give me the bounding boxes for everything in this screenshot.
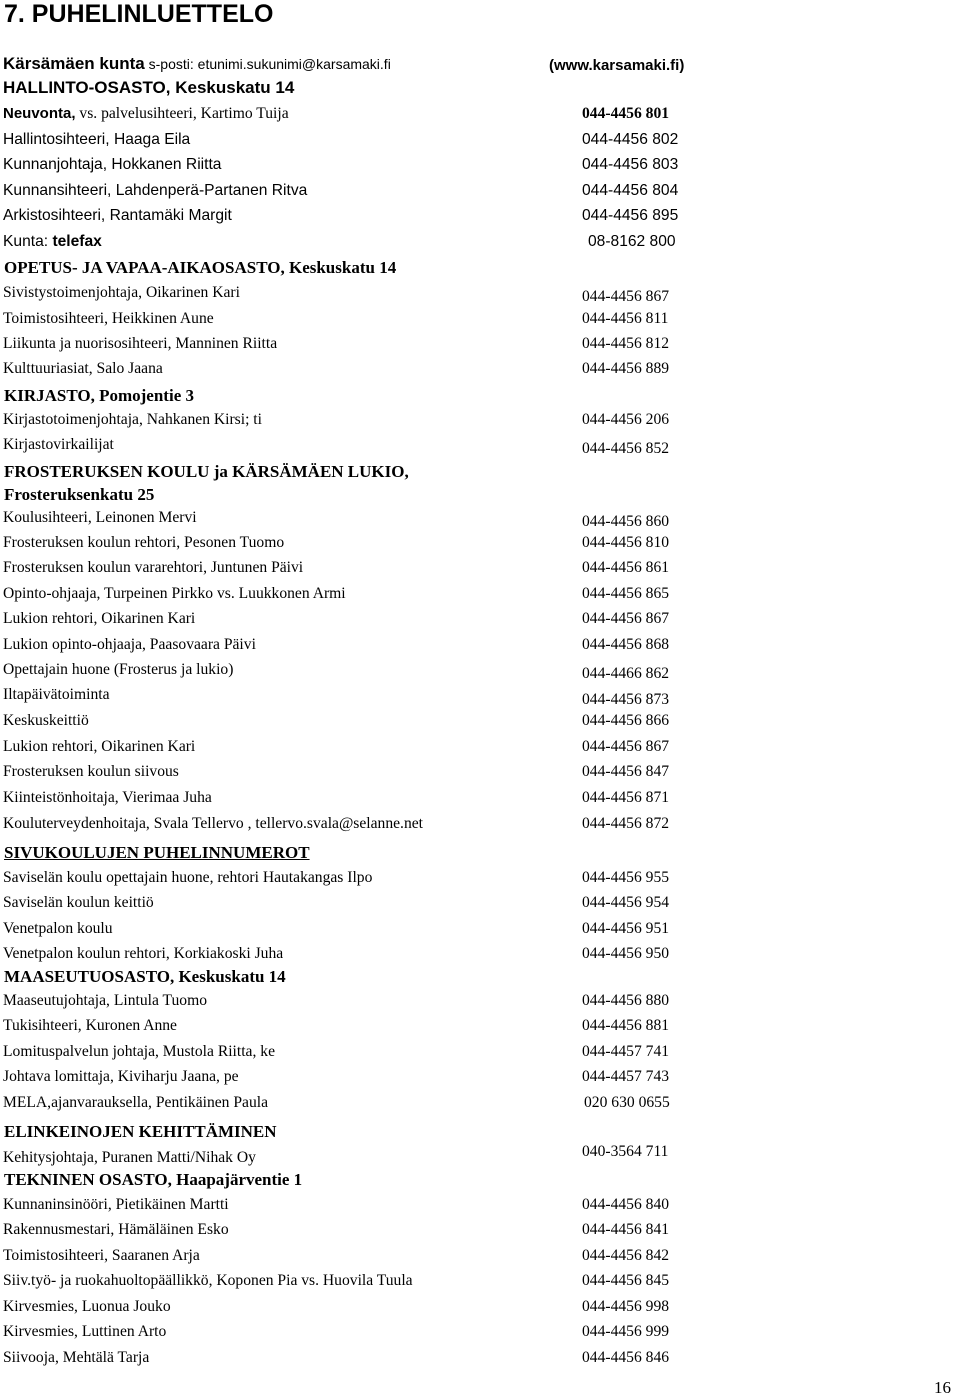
entry-name: Kirjastotoimenjohtaja, Nahkanen Kirsi; ti	[3, 411, 262, 428]
entry-name: Arkistosihteeri, Rantamäki Margit	[3, 207, 232, 224]
entry-phone: 044-4456 866	[582, 712, 670, 729]
entry-phone: 044-4456 895	[582, 207, 679, 224]
fax-line	[3, 233, 102, 251]
entry-name: Lukion opinto-ohjaaja, Paasovaara Päivi	[3, 636, 256, 653]
entry-phone: 044-4456 871	[582, 789, 670, 806]
entry-phone: 040-3564 711	[582, 1143, 669, 1160]
entry-name: Siiv.työ- ja ruokahuoltopäällikkö, Koponen Pia vs. Huovila Tuula	[3, 1272, 413, 1289]
entry-phone: 044-4456 955	[582, 869, 670, 886]
entry-phone: 044-4456 803	[582, 156, 679, 173]
section-heading-elinkeino: ELINKEINOJEN KEHITTÄMINEN	[4, 1122, 277, 1141]
entry-name: Kunnaninsinööri, Pietikäinen Martti	[3, 1196, 229, 1213]
advice-phone: 044-4456 801	[582, 105, 670, 122]
section-heading-koulu: FROSTERUKSEN KOULU ja KÄRSÄMÄEN LUKIO,	[4, 462, 409, 481]
entry-name: Johtava lomittaja, Kiviharju Jaana, pe	[3, 1068, 239, 1085]
fax-label: Kunta:	[3, 233, 49, 250]
section-heading-kirjasto: KIRJASTO, Pomojentie 3	[4, 386, 194, 405]
entry-phone: 044-4456 998	[582, 1298, 670, 1315]
entry-name: Sivistystoimenjohtaja, Oikarinen Kari	[3, 284, 240, 301]
entry-phone: 044-4456 842	[582, 1247, 670, 1264]
entry-phone: 044-4456 206	[582, 411, 670, 428]
entry-name: Tukisihteeri, Kuronen Anne	[3, 1017, 177, 1034]
entry-name: Kunnansihteeri, Lahdenperä-Partanen Ritva	[3, 182, 308, 199]
entry-phone: 044-4456 880	[582, 992, 670, 1009]
entry-name: Toimistosihteeri, Saaranen Arja	[3, 1247, 200, 1264]
entry-phone: 044-4457 743	[582, 1068, 670, 1085]
entry-phone: 044-4456 865	[582, 585, 670, 602]
entry-phone: 044-4456 950	[582, 945, 670, 962]
page-title: 7. PUHELINLUETTELO	[4, 0, 274, 28]
entry-name: Toimistosihteeri, Heikkinen Aune	[3, 310, 214, 327]
entry-name: Opinto-ohjaaja, Turpeinen Pirkko vs. Luukkonen Armi	[3, 585, 346, 602]
entry-name: Liikunta ja nuorisosihteeri, Manninen Riitta	[3, 335, 278, 352]
section-heading-opetus: OPETUS- JA VAPAA-AIKAOSASTO, Keskuskatu 14	[4, 258, 397, 277]
entry-name: Venetpalon koulun rehtori, Korkiakoski Juha	[3, 945, 284, 962]
entry-phone: 044-4456 999	[582, 1323, 670, 1340]
entry-name: Hallintosihteeri, Haaga Eila	[3, 131, 191, 148]
section-heading-koulu-address: Frosteruksenkatu 25	[4, 485, 155, 504]
entry-phone: 044-4456 867	[582, 610, 670, 627]
entry-phone: 044-4456 804	[582, 182, 679, 199]
section-heading-sivukoulu: SIVUKOULUJEN PUHELINNUMEROT	[4, 843, 310, 862]
entry-name: Kunnanjohtaja, Hokkanen Riitta	[3, 156, 222, 173]
entry-name: Frosteruksen koulun vararehtori, Juntunen Päivi	[3, 559, 304, 576]
entry-phone: 044-4456 872	[582, 815, 670, 832]
entry-phone: 044-4456 802	[582, 131, 679, 148]
entry-name: Venetpalon koulu	[3, 920, 113, 937]
entry-name: Lukion rehtori, Oikarinen Kari	[3, 738, 196, 755]
entry-name: Kirjastovirkailijat	[3, 436, 114, 453]
entry-name: Iltapäivätoiminta	[3, 686, 110, 703]
entry-phone: 044-4456 861	[582, 559, 670, 576]
entry-phone: 044-4456 845	[582, 1272, 670, 1289]
entry-name: Kirvesmies, Luonua Jouko	[3, 1298, 171, 1315]
entry-phone: 044-4457 741	[582, 1043, 670, 1060]
entry-phone: 044-4456 811	[582, 310, 669, 327]
entry-phone: 044-4456 889	[582, 360, 670, 377]
entry-phone: 044-4456 812	[582, 335, 670, 352]
entry-name: Opettajain huone (Frosterus ja lukio)	[3, 661, 234, 678]
entry-phone: 044-4456 860	[582, 513, 670, 530]
entry-phone: 044-4456 847	[582, 763, 670, 780]
entry-phone: 044-4456 873	[582, 691, 670, 708]
entry-name: Kehitysjohtaja, Puranen Matti/Nihak Oy	[3, 1149, 256, 1166]
entry-name: Rakennusmestari, Hämäläinen Esko	[3, 1221, 229, 1238]
advice-line	[3, 105, 289, 123]
entry-phone: 044-4466 862	[582, 665, 670, 682]
fax-bold: telefax	[52, 233, 102, 250]
advice-person: vs. palvelusihteeri, Kartimo Tuija	[79, 105, 289, 122]
page-number: 16	[934, 1378, 951, 1397]
entry-name: Kouluterveydenhoitaja, Svala Tellervo , tellervo.svala@selanne.net	[3, 815, 424, 832]
entry-phone: 020 630 0655	[584, 1094, 670, 1111]
advice-label: Neuvonta,	[3, 105, 76, 122]
entry-name: Siivooja, Mehtälä Tarja	[3, 1349, 150, 1366]
entry-phone: 044-4456 852	[582, 440, 670, 457]
entry-name: Saviselän koulu opettajain huone, rehtori Hautakangas Ilpo	[3, 869, 373, 886]
section-heading-maaseutu: MAASEUTUOSASTO, Keskuskatu 14	[4, 967, 286, 986]
entry-name: Frosteruksen koulun rehtori, Pesonen Tuomo	[3, 534, 285, 551]
entry-name: Lomituspalvelun johtaja, Mustola Riitta, ke	[3, 1043, 275, 1060]
entry-name: Kirvesmies, Luttinen Arto	[3, 1323, 167, 1340]
entry-name: Kulttuuriasiat, Salo Jaana	[3, 360, 163, 377]
entry-phone: 044-4456 868	[582, 636, 670, 653]
entry-phone: 044-4456 881	[582, 1017, 670, 1034]
entry-phone: 044-4456 841	[582, 1221, 670, 1238]
entry-phone: 044-4456 840	[582, 1196, 670, 1213]
fax-phone: 08-8162 800	[588, 233, 676, 250]
entry-phone: 044-4456 867	[582, 738, 670, 755]
entry-name: Frosteruksen koulun siivous	[3, 763, 179, 780]
entry-phone: 044-4456 810	[582, 534, 670, 551]
entry-phone: 044-4456 846	[582, 1349, 670, 1366]
email-note: s-posti: etunimi.sukunimi@karsamaki.fi	[148, 56, 391, 72]
entry-phone: 044-4456 954	[582, 894, 670, 911]
website: (www.karsamaki.fi)	[549, 57, 685, 74]
entry-name: Keskuskeittiö	[3, 712, 89, 729]
municipality-name: Kärsämäen kunta	[3, 54, 145, 73]
section-heading-hallinto: HALLINTO-OSASTO, Keskuskatu 14	[3, 78, 295, 97]
entry-phone: 044-4456 867	[582, 288, 670, 305]
entry-name: Lukion rehtori, Oikarinen Kari	[3, 610, 196, 627]
section-heading-tekninen: TEKNINEN OSASTO, Haapajärventie 1	[4, 1170, 303, 1189]
entry-name: Maaseutujohtaja, Lintula Tuomo	[3, 992, 208, 1009]
entry-name: Saviselän koulun keittiö	[3, 894, 154, 911]
entry-name: MELA,ajanvarauksella, Pentikäinen Paula	[3, 1094, 269, 1111]
entry-name: Koulusihteeri, Leinonen Mervi	[3, 509, 197, 526]
municipality-line	[3, 55, 391, 74]
entry-name: Kiinteistönhoitaja, Vierimaa Juha	[3, 789, 212, 806]
entry-phone: 044-4456 951	[582, 920, 670, 937]
